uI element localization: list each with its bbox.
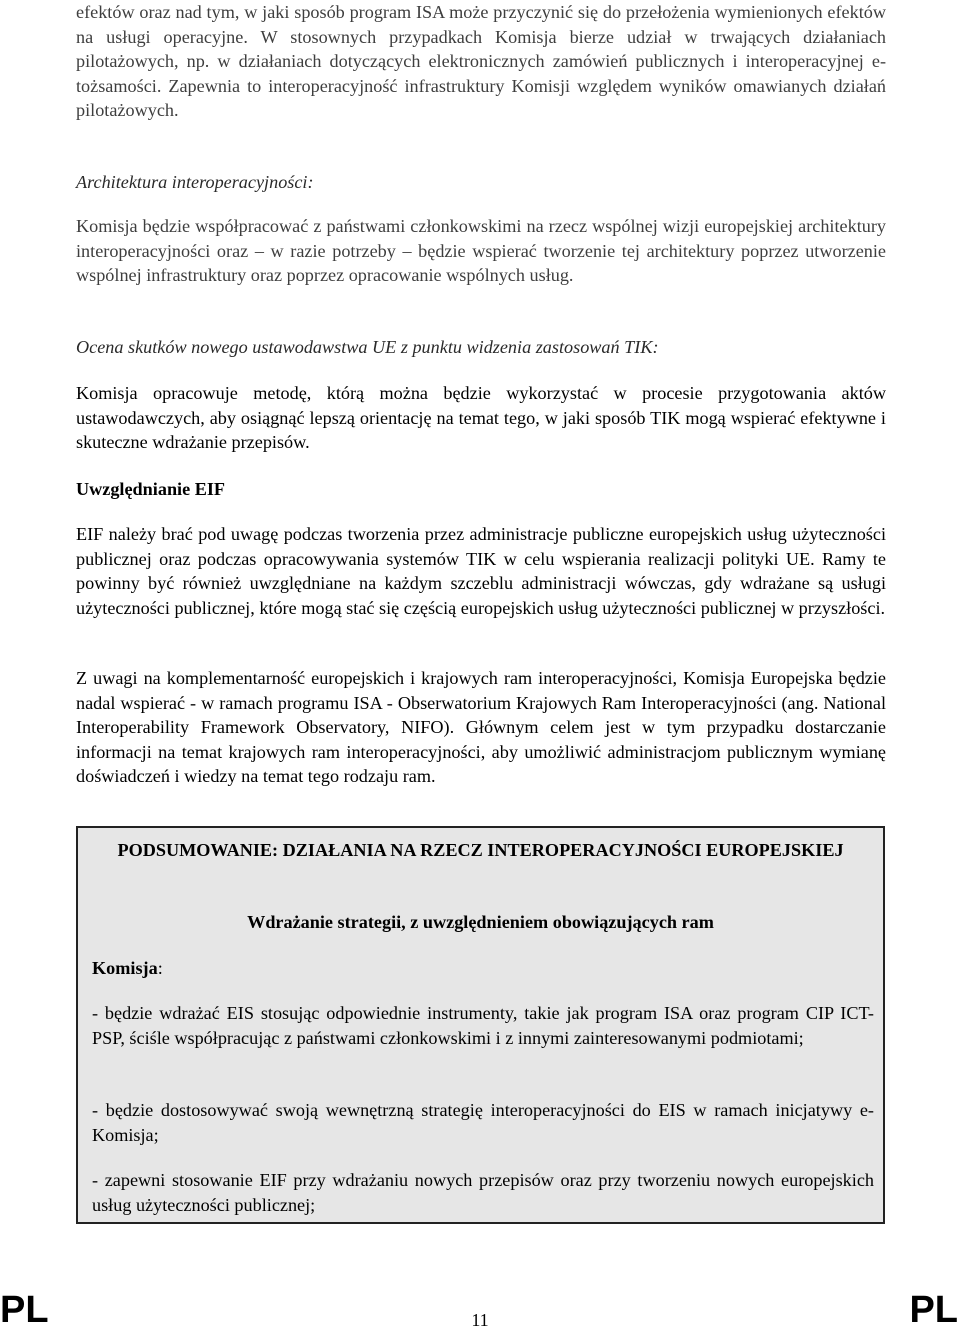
page-number: 11	[471, 1310, 489, 1330]
summary-box	[76, 826, 885, 1224]
paragraph-nifo: Z uwagi na komplementarność europejskich i krajowych ram interoperacyjności, Komisja Europejska będzie nadal wspierać - w ramach programu ISA - Obserwatorium Krajowych Ram Interoperacyjności (ang. National Interoperability Framework Observatory, NIFO). Głównym celem jest w tym przypadku dostarczanie informacji na temat krajowych ram interoperacyjności, aby umożliwić administracjom publicznym wymianę doświadczeń i wiedzy na temat tego rodzaju ram.	[76, 668, 886, 786]
paragraph-eif: EIF należy brać pod uwagę podczas tworzenia przez administracje publiczne europejskich usług użyteczności publicznej oraz podczas opracowywania systemów TIK w celu wspierania realizacji polityki UE. Ramy te powinny być również uwzględniane na każdym szczeblu administracji wówczas, gdy wdrażane są usługi użyteczności publicznej, które mogą stać się częścią europejskich usług użyteczności publicznej w przyszłości.	[76, 524, 886, 618]
paragraph-assessment: Komisja opracowuje metodę, którą można będzie wykorzystać w procesie przygotowania aktów ustawodawczych, aby osiągnąć lepszą orientację na temat tego, w jaki sposób TIK mogą wspierać efektywne i skuteczne wdrażanie przepisów.	[76, 383, 886, 452]
footer-language-right: PL	[909, 1289, 958, 1331]
heading-architecture: Architektura interoperacyjności:	[76, 172, 314, 192]
summary-subtitle: Wdrażanie strategii, z uwzględnieniem obowiązujących ram	[247, 912, 714, 932]
summary-actor-label: Komisja	[92, 958, 158, 978]
summary-item: - będzie dostosowywać swoją wewnętrzną strategię interoperacyjności do EIS w ramach inicjatywy e-Komisja;	[92, 1100, 874, 1145]
summary-actor	[92, 956, 163, 981]
paragraph-intro: efektów oraz nad tym, w jaki sposób program ISA może przyczynić się do przełożenia wymienionych efektów na usługi operacyjne. W stosownych przypadkach Komisja bierze udział w trwających działaniach pilotażowych, np. w działaniach dotyczących elektronicznych zamówień publicznych i interoperacyjnej e-tożsamości. Zapewnia to interoperacyjność infrastruktury Komisji względem wyników omawianych działań pilotażowych.	[76, 2, 886, 120]
footer-language-left: PL	[0, 1289, 49, 1331]
summary-item: - będzie wdrażać EIS stosując odpowiednie instrumenty, takie jak program ISA oraz program CIP ICT-PSP, ściśle współpracując z państwami członkowskimi i z innymi zainteresowanymi podmiotami;	[92, 1003, 874, 1048]
summary-actor-colon: :	[157, 958, 163, 978]
heading-assessment: Ocena skutków nowego ustawodawstwa UE z punktu widzenia zastosowań TIK:	[76, 337, 659, 357]
paragraph-architecture: Komisja będzie współpracować z państwami członkowskimi na rzecz wspólnej wizji europejskiej architektury interoperacyjności oraz – w razie potrzeby – będzie wspierać tworzenie tej architektury poprzez utworzenie wspólnej infrastruktury oraz poprzez opracowanie wspólnych usług.	[76, 216, 886, 285]
heading-eif: Uwzględnianie EIF	[76, 479, 226, 499]
summary-title: PODSUMOWANIE: DZIAŁANIA NA RZECZ INTEROPERACYJNOŚCI EUROPEJSKIEJ	[117, 840, 844, 860]
summary-item: - zapewni stosowanie EIF przy wdrażaniu nowych przepisów oraz przy tworzeniu nowych europejskich usług użyteczności publicznej;	[92, 1170, 874, 1215]
